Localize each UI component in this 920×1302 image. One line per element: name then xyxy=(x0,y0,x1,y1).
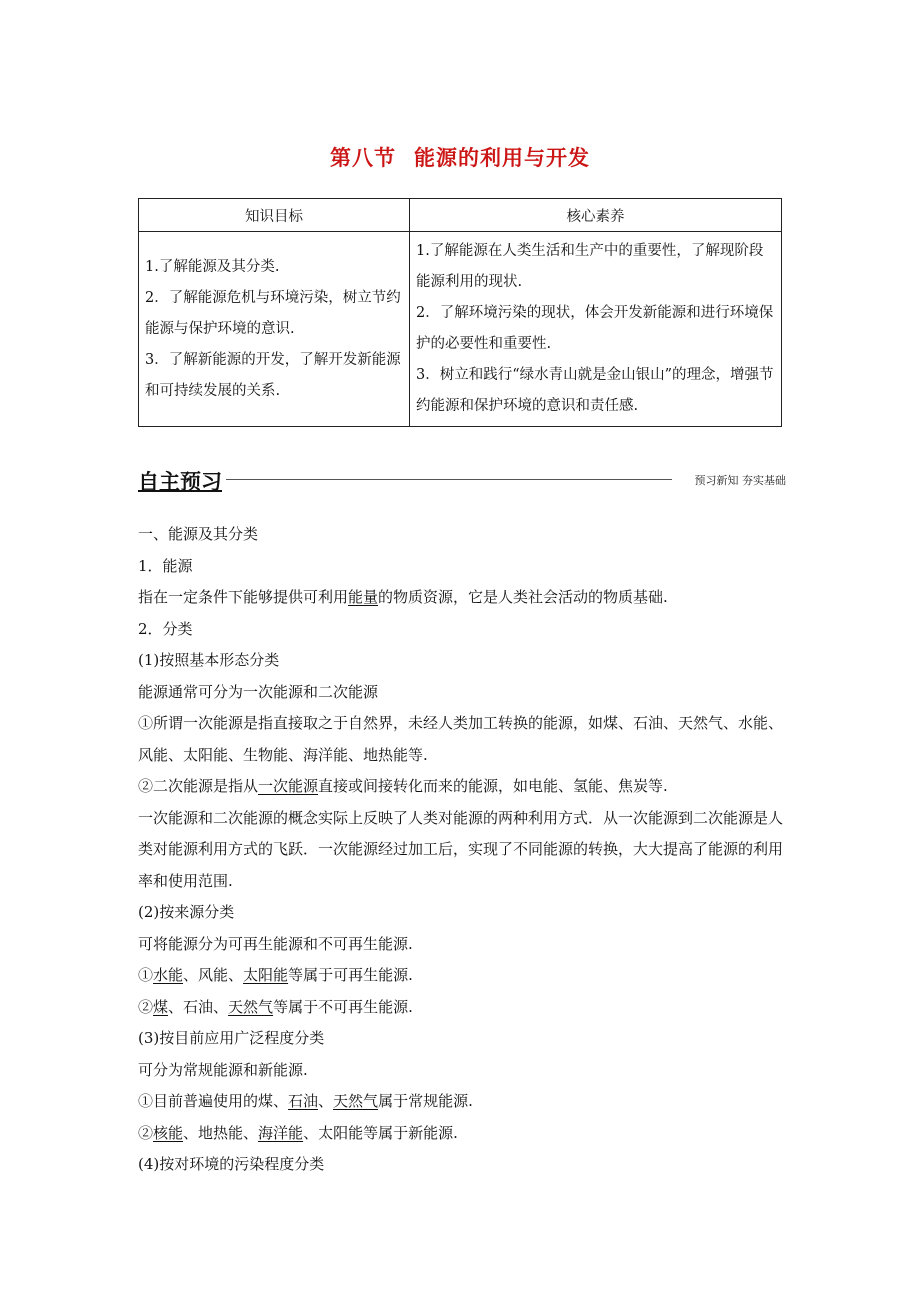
knowledge-goals xyxy=(139,232,410,427)
class-2-nonrenewable: ②煤、石油、天然气等属于不可再生能源. xyxy=(138,997,413,1016)
knowledge-item: 2．了解能源危机与环境污染，树立节约能源与保护环境的意识. xyxy=(145,289,401,337)
energy-definition: 指在一定条件下能够提供可利用能量的物质资源，它是人类社会活动的物质基础. xyxy=(138,588,668,606)
literacy-item: 2．了解环境污染的现状，体会开发新能源和进行环境保护的必要性和重要性. xyxy=(416,305,774,352)
literacy-item: 1.了解能源在人类生活和生产中的重要性，了解现阶段能源利用的现状. xyxy=(416,243,764,290)
subheading-energy: 1．能源 xyxy=(138,556,193,575)
content-body xyxy=(138,519,788,1181)
class-2-text: 可将能源分为可再生能源和不可再生能源. xyxy=(138,934,413,953)
literacy-item: 3．树立和践行“绿水青山就是金山银山”的理念，增强节约能源和保护环境的意识和责任感. xyxy=(416,367,774,414)
section-header xyxy=(138,466,786,496)
subheading-classification: 2．分类 xyxy=(138,619,193,638)
label-underline xyxy=(138,490,222,492)
class-1-secondary: ②二次能源是指从一次能源直接或间接转化而来的能源，如电能、氢能、焦炭等. xyxy=(138,777,668,795)
page-title xyxy=(0,142,920,172)
divider-line xyxy=(226,479,672,480)
class-3-conventional: ①目前普遍使用的煤、石油、天然气属于常规能源. xyxy=(138,1092,473,1110)
class-3-new: ②核能、地热能、海洋能、太阳能等属于新能源. xyxy=(138,1123,458,1142)
class-1-text: 能源通常可分为一次能源和二次能源 xyxy=(138,682,379,701)
class-3-heading: (3)按目前应用广泛程度分类 xyxy=(138,1029,325,1047)
class-4-heading: (4)按对环境的污染程度分类 xyxy=(138,1155,325,1173)
header-literacy: 核心素养 xyxy=(410,199,782,232)
class-3-text: 可分为常规能源和新能源. xyxy=(138,1060,308,1079)
section-label: 自主预习 xyxy=(138,470,222,494)
heading-1: 一、能源及其分类 xyxy=(138,525,259,543)
section-tag: 预习新知 夯实基础 xyxy=(694,474,786,487)
goals-table xyxy=(138,198,782,427)
class-1-primary: ①所谓一次能源是指直接取之于自然界，未经人类加工转换的能源，如煤、石油、天然气、水能、风能、太阳能、生物能、海洋能、地热能等. xyxy=(138,714,784,764)
knowledge-item: 3．了解新能源的开发，了解开发新能源和可持续发展的关系. xyxy=(145,351,401,399)
section-name: 能源的利用与开发 xyxy=(414,146,590,170)
class-2-renewable: ①水能、风能、太阳能等属于可再生能源. xyxy=(138,966,413,984)
section-number: 第八节 xyxy=(330,146,396,170)
header-knowledge: 知识目标 xyxy=(139,199,410,232)
class-1-heading: (1)按照基本形态分类 xyxy=(138,651,280,669)
class-2-heading: (2)按来源分类 xyxy=(138,903,235,921)
knowledge-item: 1.了解能源及其分类. xyxy=(145,258,280,275)
literacy-goals xyxy=(410,232,782,427)
class-1-explanation: 一次能源和二次能源的概念实际上反映了人类对能源的两种利用方式．从一次能源到二次能源是人类对能源利用方式的飞跃．一次能源经过加工后，实现了不同能源的转换，大大提高了能源的利用率和使用范围. xyxy=(138,808,784,890)
